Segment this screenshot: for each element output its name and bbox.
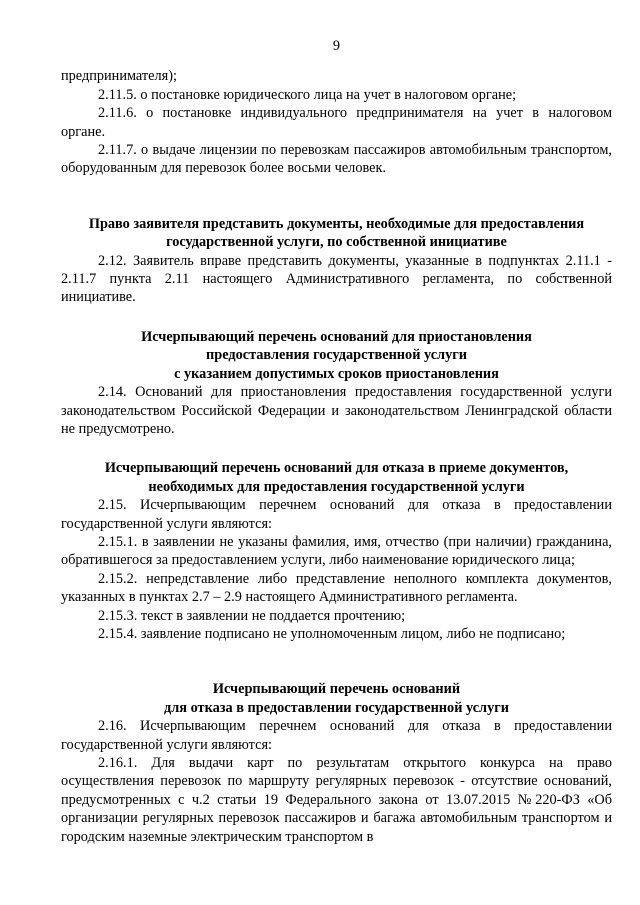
- section-heading: [61, 215, 612, 252]
- heading-line: Исчерпывающий перечень оснований: [212, 681, 461, 698]
- paragraph: 2.11.7. о выдаче лицензии по перевозкам пассажиров автомобильным транспортом, оборудованным для перевозок более восьми человек.: [61, 142, 612, 177]
- heading-line: Исчерпывающий перечень оснований для приостановления: [141, 328, 532, 345]
- heading-line: предоставления государственной услуги: [206, 347, 467, 364]
- heading-line: Исчерпывающий перечень оснований для отказа в приеме документов,: [104, 460, 569, 477]
- paragraph: 2.16. Исчерпывающим перечнем оснований для отказа в предоставлении государственной услуги являются:: [61, 718, 612, 753]
- spacer: [61, 178, 612, 215]
- page-number: 9: [332, 38, 341, 54]
- paragraph: 2.12. Заявитель вправе представить документы, указанные в подпунктах 2.11.1 - 2.11.7 пункта 2.11 настоящего Административного регламента, по собственной инициативе.: [61, 252, 612, 306]
- heading-line: государственной услуги, по собственной инициативе: [166, 234, 507, 251]
- paragraph: 2.15.1. в заявлении не указаны фамилия, имя, отчество (при наличии) гражданина, обратившегося за предоставлением услуги, либо наименование юридического лица;: [61, 533, 612, 569]
- paragraph: предпринимателя);: [61, 68, 177, 85]
- paragraph: 2.14. Оснований для приостановления предоставления государственной услуги законодательством Российской Федерации и законодательством Ленинградской области не предусмотрено.: [61, 384, 612, 437]
- paragraph: 2.11.5. о постановке юридического лица на учет в налоговом органе;: [98, 86, 517, 103]
- paragraph: 2.16.1. Для выдачи карт по результатам открытого конкурса на право осуществления перевозок по маршруту регулярных перевозок - отсутствие оснований, предусмотренных с ч.2 статьи 19 Федерального закона от 13.07.2015 №220-ФЗ «Об организации регулярных перевозок пассажиров и багажа автомобильным транспортом и городским наземные электрическим транспортом в: [61, 755, 612, 845]
- heading-line: с указанием допустимых сроков приостановления: [174, 365, 499, 382]
- heading-line: необходимых для предоставления государственной услуги: [148, 478, 525, 495]
- heading-line: для отказа в предоставлении государственной услуги: [164, 699, 509, 716]
- heading-line: Право заявителя представить документы, необходимые для предоставления: [88, 215, 585, 232]
- paragraph: 2.15.4. заявление подписано не уполномоченным лицом, либо не подписано;: [98, 625, 566, 642]
- spacer: [61, 307, 612, 328]
- section-heading: [61, 328, 612, 383]
- spacer: [61, 438, 612, 459]
- paragraph: 2.15. Исчерпывающим перечнем оснований для отказа в предоставлении государственной услуги являются:: [61, 497, 612, 532]
- section-heading: [61, 459, 612, 496]
- paragraph: 2.15.2. непредставление либо представление неполного комплекта документов, указанных в пунктах 2.7 – 2.9 настоящего Административного регламента.: [61, 570, 612, 606]
- spacer: [61, 643, 612, 680]
- paragraph: 2.11.6. о постановке индивидуального предпринимателя на учет в налоговом органе.: [61, 105, 612, 140]
- section-heading: [61, 680, 612, 717]
- paragraph: 2.15.3. текст в заявлении не поддается прочтению;: [98, 607, 406, 624]
